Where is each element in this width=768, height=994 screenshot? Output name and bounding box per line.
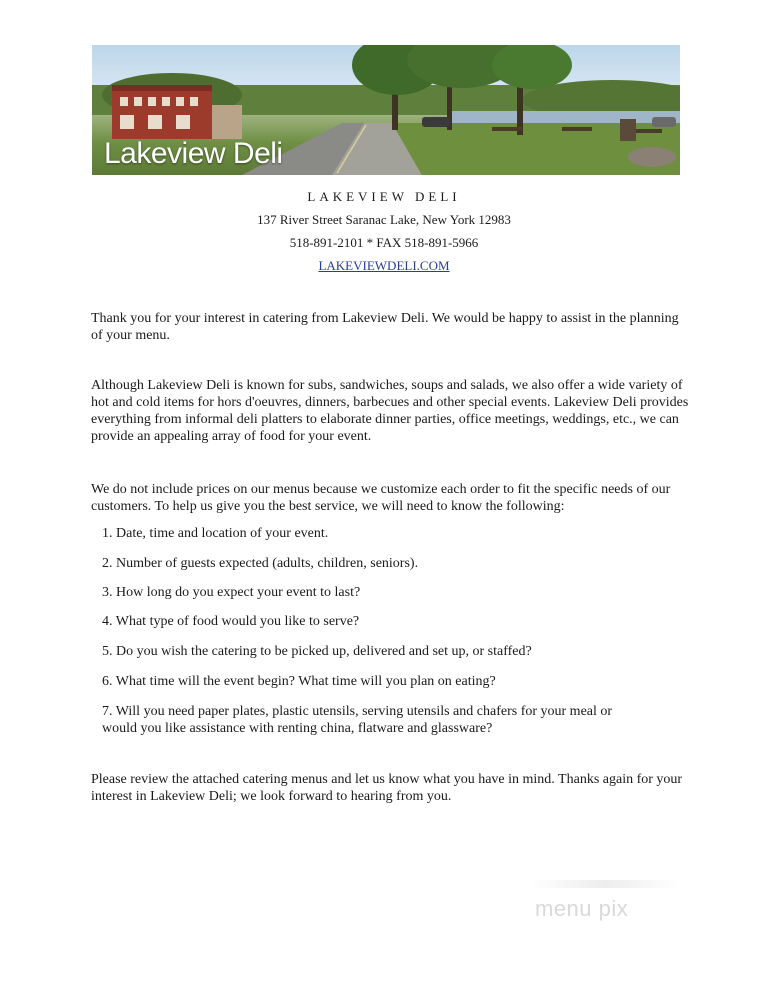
banner-title: Lakeview Deli <box>104 137 283 170</box>
website-link[interactable]: LAKEVIEWDELI.COM <box>318 258 450 273</box>
intro-paragraph: Thank you for your interest in catering from Lakeview Deli. We would be happy to assist in the planning of your menu. <box>91 311 679 343</box>
list-item: 7. Will you need paper plates, plastic utensils, serving utensils and chafers for your meal or would you like assistance with renting china, flatware and glassware? <box>102 704 613 736</box>
pricing-paragraph: We do not include prices on our menus because we customize each order to fit the specific needs of our customers. To help us give you the best service, we will need to know the following: <box>91 482 671 514</box>
list-item: 3. How long do you expect your event to last? <box>102 585 361 600</box>
list-item: 4. What type of food would you like to serve? <box>102 614 360 629</box>
list-item: 1. Date, time and location of your event. <box>102 526 329 541</box>
closing-paragraph: Please review the attached catering menus and let us know what you have in mind. Thanks again for your interest in Lakeview Deli; we look forward to hearing from you. <box>91 772 683 804</box>
list-item: 6. What time will the event begin? What time will you plan on eating? <box>102 674 496 689</box>
menupix-watermark: menu pix <box>535 896 629 921</box>
watermark-strip <box>530 880 680 888</box>
list-item: 5. Do you wish the catering to be picked up, delivered and set up, or staffed? <box>102 644 532 659</box>
about-paragraph: Although Lakeview Deli is known for subs, sandwiches, soups and salads, we also offer a wide variety of hot and cold items for hors d'oeuvres, dinners, barbecues and other special events. Lakeview Deli provides everything from informal deli platters to elaborate dinner parties, office meetings, weddings, etc., we can provide an appealing array of food for your event. <box>91 378 689 444</box>
list-item: 2. Number of guests expected (adults, children, seniors). <box>102 556 419 571</box>
header-banner-photo <box>92 45 680 175</box>
business-name: LAKEVIEW DELI <box>307 189 461 204</box>
business-phone: 518-891-2101 * FAX 518-891-5966 <box>289 235 479 250</box>
business-address: 137 River Street Saranac Lake, New York 12983 <box>257 212 511 227</box>
website-line <box>0 258 768 274</box>
